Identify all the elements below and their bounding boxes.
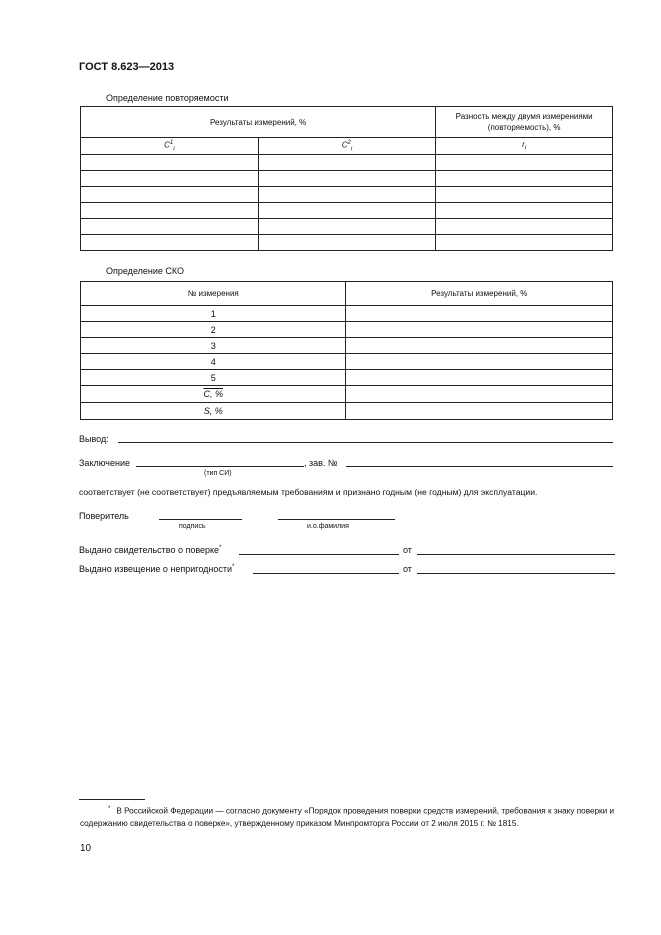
- name-field[interactable]: [278, 519, 395, 520]
- footnote-separator: [79, 799, 145, 800]
- table-cell[interactable]: [81, 219, 259, 235]
- signature-hint: подпись: [179, 523, 206, 530]
- verifier-label: Поверитель: [79, 511, 129, 521]
- verdict-label: Заключение: [79, 458, 130, 468]
- table-cell[interactable]: [346, 354, 613, 370]
- row-std: S, %: [81, 403, 346, 420]
- table-row: [81, 187, 613, 203]
- conclusion-label: Вывод:: [79, 434, 109, 444]
- table-cell[interactable]: [258, 171, 436, 187]
- header-measurement-results: Результаты измерений, %: [346, 282, 613, 306]
- certificate-date-field[interactable]: [417, 554, 615, 555]
- unfit-notice-number-field[interactable]: [253, 573, 399, 574]
- instrument-type-hint: (тип СИ): [204, 470, 232, 477]
- compliance-statement: соответствует (не соответствует) предъявляемым требованиям и признано годным (не годным) для эксплуатации.: [79, 487, 538, 497]
- table-cell[interactable]: [258, 187, 436, 203]
- serial-label: , зав. №: [304, 458, 338, 468]
- row-number: 4: [81, 354, 346, 370]
- header-c1: $C^1_i$: [81, 138, 259, 155]
- table-cell[interactable]: [81, 171, 259, 187]
- table-cell[interactable]: [81, 187, 259, 203]
- name-hint: и.о.фамилия: [307, 523, 349, 530]
- unfit-notice-date-field[interactable]: [417, 573, 615, 574]
- table-row: [81, 354, 613, 370]
- table-row: [81, 386, 613, 403]
- table-row: [81, 203, 613, 219]
- section-title-sko: Определение СКО: [106, 266, 185, 276]
- certificate-date-label: от: [403, 545, 412, 555]
- signature-field[interactable]: [159, 519, 242, 520]
- table-cell[interactable]: [258, 155, 436, 171]
- table-cell[interactable]: [346, 386, 613, 403]
- row-number: 1: [81, 306, 346, 322]
- header-results: Результаты измерений, %: [81, 107, 436, 138]
- table-row: [81, 155, 613, 171]
- header-r: $r_i$: [436, 138, 613, 155]
- row-number: 3: [81, 338, 346, 354]
- table-cell[interactable]: [258, 219, 436, 235]
- table-cell[interactable]: [436, 187, 613, 203]
- row-number: 2: [81, 322, 346, 338]
- conclusion-field[interactable]: [118, 442, 613, 443]
- table-cell[interactable]: [436, 219, 613, 235]
- table-row: [81, 219, 613, 235]
- table-cell[interactable]: [346, 322, 613, 338]
- table-cell[interactable]: [258, 203, 436, 219]
- table-cell[interactable]: [436, 203, 613, 219]
- section-title-repeatability: Определение повторяемости: [106, 93, 229, 103]
- sko-table: [80, 281, 613, 420]
- header-measurement-number: № измерения: [81, 282, 346, 306]
- table-row: [81, 322, 613, 338]
- table-cell[interactable]: [346, 306, 613, 322]
- page-number: 10: [80, 843, 92, 854]
- table-cell[interactable]: [81, 235, 259, 251]
- table-cell[interactable]: [346, 403, 613, 420]
- table-cell[interactable]: [258, 235, 436, 251]
- table-cell[interactable]: [436, 235, 613, 251]
- table-row: [81, 370, 613, 386]
- certificate-label: Выдано свидетельство о поверке*: [79, 545, 222, 555]
- certificate-number-field[interactable]: [239, 554, 399, 555]
- table-cell[interactable]: [436, 171, 613, 187]
- row-number: 5: [81, 370, 346, 386]
- table-cell[interactable]: [346, 370, 613, 386]
- table-cell[interactable]: [81, 155, 259, 171]
- document-header: ГОСТ 8.623—2013: [79, 61, 175, 73]
- table-row: [81, 403, 613, 420]
- table-row: [81, 338, 613, 354]
- repeatability-table: [80, 106, 613, 251]
- table-row: [81, 171, 613, 187]
- unfit-notice-label: Выдано извещение о непригодности*: [79, 564, 235, 574]
- header-difference: Разность между двумя измерениями (повторяемость), %: [436, 107, 613, 138]
- footnote: * В Российской Федерации — согласно документу «Порядок проведения поверки средств измерений, требования к знаку поверки и содержанию свидетельства о поверке», утвержденному приказом Минпромторга России от 2 июля 2015 г. № 1815.: [80, 806, 615, 828]
- instrument-type-field[interactable]: [136, 466, 304, 467]
- table-row: [81, 306, 613, 322]
- unfit-notice-date-label: от: [403, 564, 412, 574]
- table-cell[interactable]: [81, 203, 259, 219]
- header-c2: $C^2_i$: [258, 138, 436, 155]
- row-mean: C, %: [81, 386, 346, 403]
- table-cell[interactable]: [436, 155, 613, 171]
- serial-number-field[interactable]: [346, 466, 613, 467]
- table-row: [81, 235, 613, 251]
- table-cell[interactable]: [346, 338, 613, 354]
